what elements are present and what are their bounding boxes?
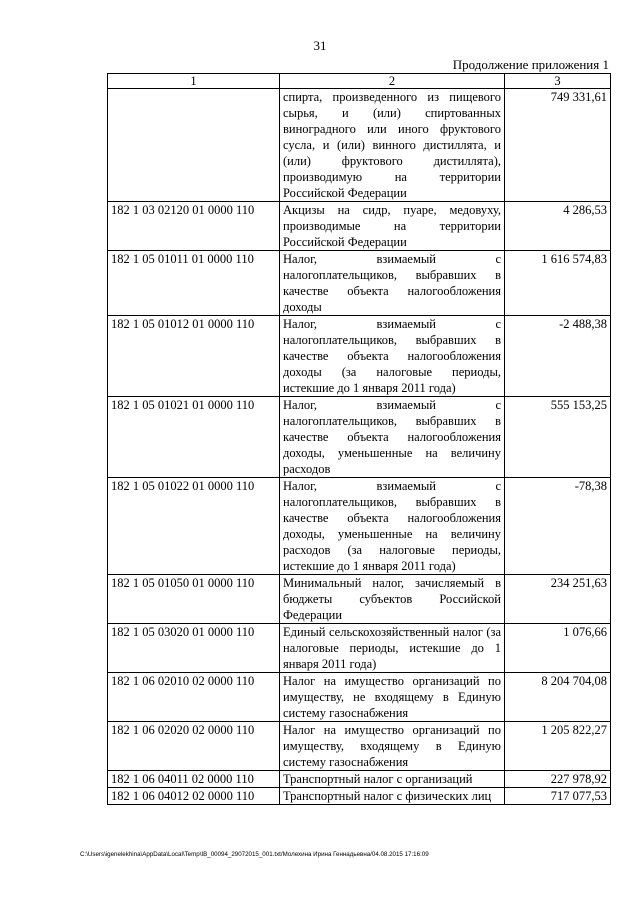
amount: 717 077,53 [505,788,611,805]
amount: 749 331,61 [505,89,611,202]
amount: 555 153,25 [505,397,611,478]
revenue-description: Налог, взимаемый с налогоплательщиков, выбравших в качестве объекта налогообложения доходы [280,251,505,316]
revenue-description: Минимальный налог, зачисляемый в бюджеты субъектов Российской Федерации [280,575,505,624]
table-row [108,251,611,316]
budget-code: 182 1 06 02010 02 0000 110 [108,673,280,722]
amount: 1 205 822,27 [505,722,611,771]
table-row [108,89,611,202]
amount: 4 286,53 [505,202,611,251]
budget-code: 182 1 05 01050 01 0000 110 [108,575,280,624]
column-header-2: 2 [280,74,505,89]
revenue-description: Налог, взимаемый с налогоплательщиков, выбравших в качестве объекта налогообложения доходы, уменьшенные на величину расходов (за налоговые периоды, истекшие до 1 января 2011 года) [280,478,505,575]
table-row [108,316,611,397]
budget-code: 182 1 06 04011 02 0000 110 [108,771,280,788]
amount: 227 978,92 [505,771,611,788]
budget-code: 182 1 03 02120 01 0000 110 [108,202,280,251]
table-row [108,397,611,478]
amount: 1 616 574,83 [505,251,611,316]
revenue-description: Налог на имущество организаций по имуществу, входящему в Единую систему газоснабжения [280,722,505,771]
revenue-description: Единый сельскохозяйственный налог (за налоговые периоды, истекшие до 1 января 2011 года) [280,624,505,673]
continuation-label: Продолжение приложения 1 [452,57,609,72]
revenue-description: Транспортный налог с организаций [280,771,505,788]
budget-code: 182 1 05 01021 01 0000 110 [108,397,280,478]
revenue-description: Налог, взимаемый с налогоплательщиков, выбравших в качестве объекта налогообложения доходы, уменьшенные на величину расходов [280,397,505,478]
budget-code: 182 1 05 01022 01 0000 110 [108,478,280,575]
budget-code [108,89,280,202]
budget-code: 182 1 05 01011 01 0000 110 [108,251,280,316]
amount: 8 204 704,08 [505,673,611,722]
table-header-row [108,74,611,89]
amount: -2 488,38 [505,316,611,397]
table-row [108,624,611,673]
revenue-description: Налог, взимаемый с налогоплательщиков, выбравших в качестве объекта налогообложения доходы (за налоговые периоды, истекшие до 1 января 2011 года) [280,316,505,397]
revenue-description: Акцизы на сидр, пуаре, медовуху, производимые на территории Российской Федерации [280,202,505,251]
budget-code: 182 1 06 04012 02 0000 110 [108,788,280,805]
budget-code: 182 1 06 02020 02 0000 110 [108,722,280,771]
amount: -78,38 [505,478,611,575]
table-row [108,478,611,575]
table-row [108,788,611,805]
budget-code: 182 1 05 03020 01 0000 110 [108,624,280,673]
table-row [108,722,611,771]
budget-code: 182 1 05 01012 01 0000 110 [108,316,280,397]
amount: 1 076,66 [505,624,611,673]
table-row [108,771,611,788]
table-row [108,673,611,722]
page-number: 31 [313,38,327,53]
revenue-description: Налог на имущество организаций по имуществу, не входящему в Единую систему газоснабжения [280,673,505,722]
column-header-1: 1 [108,74,280,89]
amount: 234 251,63 [505,575,611,624]
table-row [108,202,611,251]
column-header-3: 3 [505,74,611,89]
revenue-table [107,73,611,805]
revenue-description: спирта, произведенного из пищевого сырья, и (или) спиртованных виноградного или иного фруктового сусла, и (или) винного дистиллята, и (или) фруктового дистиллята), производимую на территории Российской Федерации [280,89,505,202]
file-path-footer: C:\Users\igenelekhina\AppData\Local\Temp\IB_00094_29072015_001.txt/Молехина Ирина Геннадьевна/04.08.2015 17:16:09 [80,851,429,858]
revenue-description: Транспортный налог с физических лиц [280,788,505,805]
table-row [108,575,611,624]
